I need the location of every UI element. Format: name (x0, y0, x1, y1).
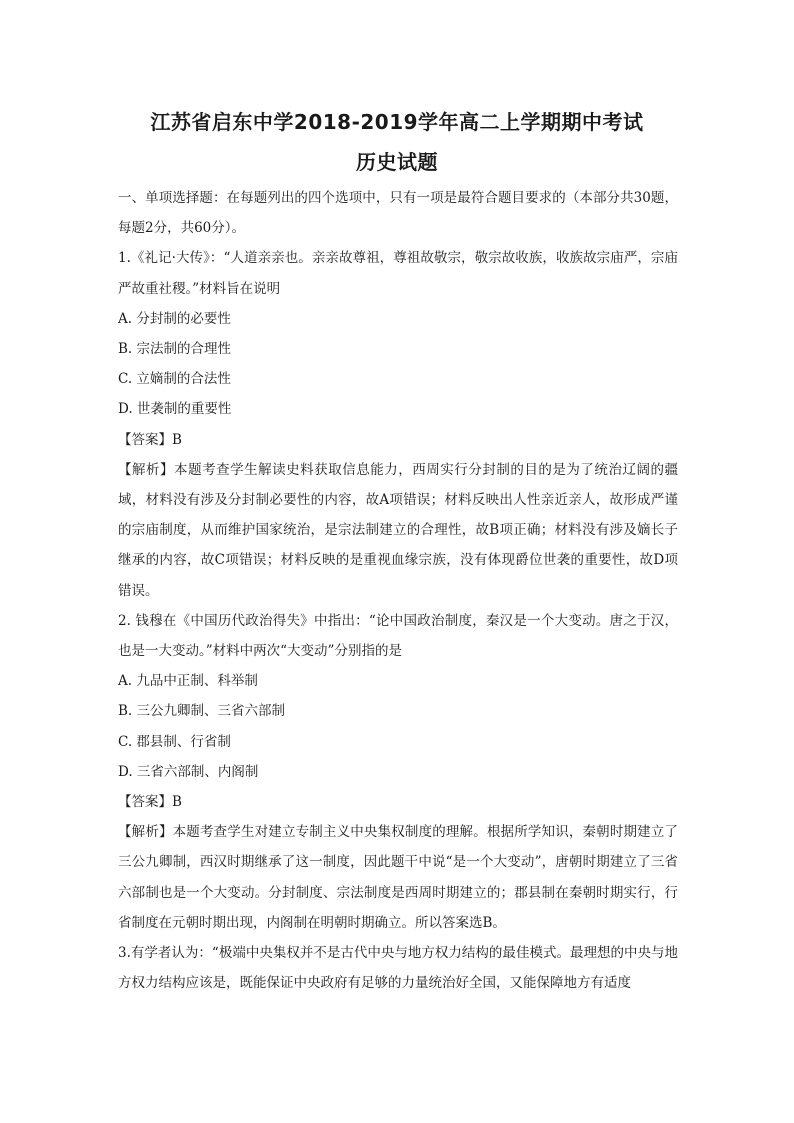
question-2-option-c: C. 郡县制、行省制 (118, 733, 231, 750)
question-2-answer: 【答案】B (118, 794, 182, 811)
question-1-option-d: D. 世袭制的重要性 (118, 401, 232, 418)
question-1-option-c: C. 立嫡制的合法性 (118, 371, 231, 388)
question-3-stem: 3.有学者认为：“极端中央集权并不是古代中央与地方权力结构的最佳模式。最理想的中央与地方权力结构应该是，既能保证中央政府有足够的力量统治好全国，又能保障地方有适度 (118, 945, 678, 992)
document-subtitle: 历史试题 (356, 150, 438, 174)
question-2-stem: 2. 钱穆在《中国历代政治得失》中指出：“论中国政治制度，秦汉是一个大变动。唐之于汉，也是一大变动。”材料中两次“大变动”分别指的是 (118, 612, 678, 660)
question-2-option-b: B. 三公九卿制、三省六部制 (118, 703, 286, 720)
section-intro: 一、单项选择题：在每题列出的四个选项中，只有一项是最符合题目要求的（本部分共30题，每题2分，共60分）。 (118, 190, 678, 237)
question-2-option-a: A. 九品中正制、科举制 (118, 673, 258, 690)
question-1-option-a: A. 分封制的必要性 (118, 310, 231, 327)
question-2-option-d: D. 三省六部制、内阁制 (118, 763, 259, 780)
document-body (118, 183, 678, 998)
question-1-answer: 【答案】B (118, 431, 182, 448)
question-1-option-b: B. 宗法制的合理性 (118, 341, 232, 358)
document-title: 江苏省启东中学2018-2019学年高二上学期期中考试 (150, 110, 644, 134)
question-1-analysis: 【解析】本题考查学生解读史料获取信息能力，西周实行分封制的目的是为了统治辽阔的疆域，材料没有涉及分封制必要性的内容，故A项错误；材料反映出人性亲近亲人，故形成严谨的宗庙制度，从而维护国家统治，是宗法制建立的合理性，故B项正确；材料没有涉及嫡长子继承的内容，故C项错误；材料反映的是重视血缘宗族，没有体现爵位世袭的重要性，故D项错误。 (118, 461, 678, 599)
question-1-stem: 1.《礼记·大传》：“人道亲亲也。亲亲故尊祖，尊祖故敬宗，敬宗故收族，收族故宗庙严，宗庙严故重社稷。”材料旨在说明 (118, 250, 678, 297)
question-2-analysis: 【解析】本题考查学生对建立专制主义中央集权制度的理解。根据所学知识，秦朝时期建立了三公九卿制，西汉时期继承了这一制度，因此题干中说“是一个大变动”，唐朝时期建立了三省六部制也是一个大变动。分封制度、宗法制度是西周时期建立的；郡县制在秦朝时期实行，行省制度在元朝时期出现，内阁制在明朝时期确立。所以答案选B。 (118, 824, 678, 931)
